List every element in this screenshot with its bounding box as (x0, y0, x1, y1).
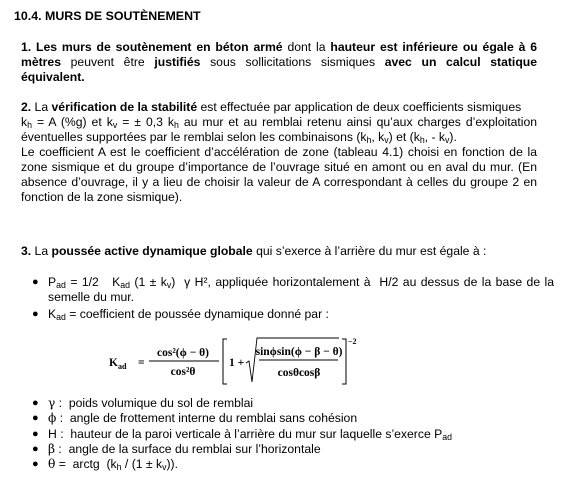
definition-item (32, 457, 548, 473)
formula-one-plus: 1 + (229, 357, 245, 369)
kad-formula (109, 336, 399, 388)
formula-exponent: −2 (348, 337, 357, 346)
paragraph-1-text (21, 40, 537, 84)
bold-text: vérification de la stabilité (51, 100, 198, 114)
sqrt-denominator: cosθcosβ (277, 367, 321, 379)
paragraph-2 (21, 100, 537, 205)
bold-text: hauteur est inférieure ou égale à 6 mètres (21, 40, 537, 69)
item-number-2: 2. (21, 100, 32, 114)
bullet-pad-text: $P_{ad} = 1/2$ $K_{ad}$ $(1 \pm k_v)$ γ H², appliquée horizontalement à H/2 au dessus de la base de la semelle du mur. (48, 275, 555, 304)
definition-item (32, 441, 548, 457)
definition-item (32, 396, 548, 411)
bold-text: avec un calcul statique équivalent. (21, 55, 537, 84)
bold-text: justifiés (154, 55, 201, 69)
formula-numerator: cos²(ϕ − θ) (157, 347, 209, 359)
definition-text: β : angle de la surface du remblai sur l’horizontale (48, 441, 321, 456)
text: est effectuée par application de deux coefficients sismiques (197, 100, 522, 114)
paragraph-3-bold: poussée active dynamique globale (51, 244, 253, 258)
text: La (31, 100, 52, 114)
paragraph-3-pre: La (31, 244, 52, 258)
formula-denominator: cos²θ (170, 366, 196, 378)
text: sous sollicitations sismiques (200, 55, 385, 69)
section-title: 10.4. MURS DE SOUTÈNEMENT (14, 9, 201, 23)
sqrt-numerator: sinϕsin(ϕ − β − θ) (255, 346, 343, 358)
left-bracket (223, 339, 227, 384)
bullet-dot: ● (32, 458, 39, 471)
bullet-dot: ● (32, 397, 39, 409)
definition-item (32, 426, 548, 442)
bullet-dot: ● (32, 427, 39, 440)
bullet-dot: ● (32, 442, 39, 455)
bullet-dot: ● (32, 276, 39, 288)
bullet-kad (32, 307, 554, 322)
text: dont la (282, 40, 331, 54)
bold-text: Les murs de soutènement en béton armé (36, 40, 283, 54)
definitions-list (32, 396, 548, 473)
paragraph-2-intro (31, 100, 521, 114)
svg-text:=: = (138, 357, 145, 369)
definition-text: ϕ : angle de frottement interne du remblai sans cohésion (48, 411, 358, 426)
right-bracket (342, 339, 346, 384)
bullet-dot: ● (32, 412, 39, 425)
item-number-1: 1. (21, 40, 32, 54)
paragraph-3 (21, 244, 551, 259)
paragraph-3-post: qui s’exerce à l’arrière du mur est égale à : (252, 244, 487, 258)
formula-lhs: $K_{ad}$ (109, 357, 127, 371)
bullet-dot: ● (32, 308, 39, 320)
paragraph-2-coefficients: $k_h = A$ (%g) et $k_v$ = ± 0,3 $k_h$ au mur et au remblai retenu ainsi qu’aux charges d’exploitation éventuelles supportées par le remblai selon les combinaisons ($k_h$, $k_v$) et ($k_h$, - $k_v$). (21, 115, 538, 145)
paragraph-2-zone-coefficient: Le coefficient A est le coefficient d’accélération de zone (tableau 4.1) choisi en fonction de la zone sismique et du groupe d’importance de l’ouvrage situé en amont ou en aval du mur. (En absence d’ouvrage, il y a lieu de choisir la valeur de A correspondant à celles du groupe 2 en fonction de la zone sismique). (21, 145, 537, 204)
definition-item (32, 411, 548, 426)
definition-text: H : hauteur de la paroi verticale à l’arrière du mur sur laquelle s’exerce $P_{ad}$ (48, 426, 453, 442)
paragraph-1 (21, 40, 537, 85)
bullet-kad-text: $K_{ad}$ = coefficient de poussée dynamique donné par : (48, 307, 329, 322)
bullet-pad (32, 275, 555, 305)
item-number-3: 3. (21, 244, 32, 258)
definition-text: θ = arctg $(k_h / (1 \pm k_v))$. (48, 457, 178, 473)
text: peuvent être (60, 55, 155, 69)
definition-text: γ : poids volumique du sol de remblai (48, 396, 254, 410)
